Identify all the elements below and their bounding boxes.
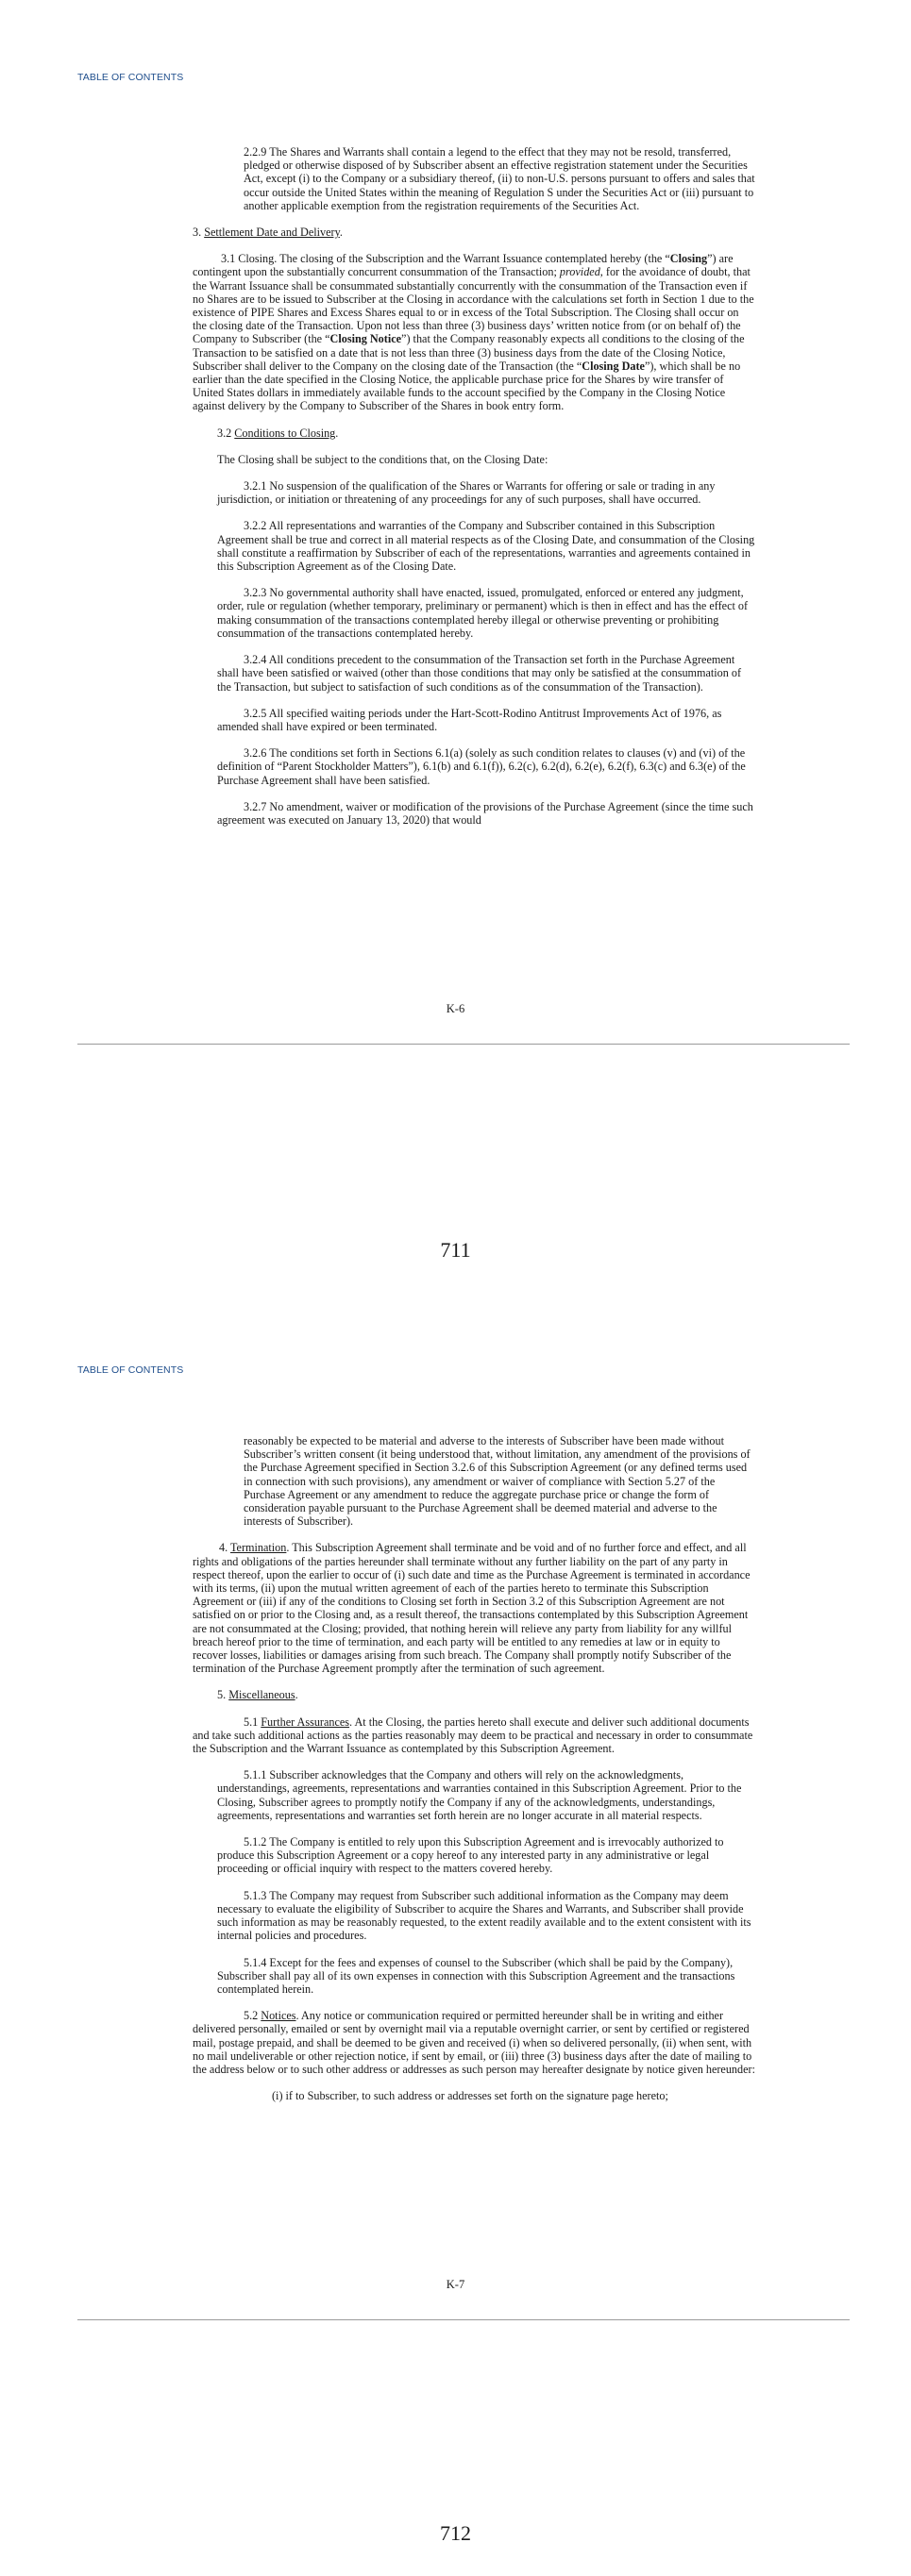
paragraph-5-1-2: 5.1.2 The Company is entitled to rely upon this Subscription Agreement and is irrevocably authorized to produce this Subscription Agreement or a copy hereof to any interested party in any administrative or legal proceeding or official inquiry with respect to the matters covered hereby. [217, 1835, 724, 1876]
paragraph-3-1: 3.1 Closing. The closing of the Subscription and the Warrant Issuance contemplated hereby (the “Closing”) are contingent upon the substantially concurrent consummation of the Transaction; provided, for the avoidance of doubt, that the Warrant Issuance shall be consummated substantially concurrently with the consummation of the Transaction even if no Shares are to be issued to Subscriber at the Closing in accordance with the calculations set forth in Section 1 due to the existence of PIPE Shares and Excess Shares equal to or in excess of the Total Subscription. The Closing shall occur on the closing date of the Transaction. Upon not less than three (3) business days’ written notice from (or on behalf of) the Company to Subscriber (the “Closing Notice”) that the Company reasonably expects all conditions to the closing of the Transaction to be satisfied on a date that is not less than three (3) business days from the date of the Closing Notice, Subscriber shall deliver to the Company on the closing date of the Transaction (the “Closing Date”), which shall be no earlier than the date specified in the Closing Notice, the applicable purchase price for the Shares by wire transfer of United States dollars in immediately available funds to the account specified by the Company in the Closing Notice against delivery by the Company to Subscriber of the Shares in book entry form. [193, 252, 754, 413]
table-of-contents-link[interactable]: TABLE OF CONTENTS [77, 1364, 184, 1376]
page-divider [77, 2319, 850, 2320]
section-5-1-title: Further Assurances [261, 1715, 350, 1729]
section-3-2-title: Conditions to Closing [234, 426, 336, 440]
paragraph-3-2-2: 3.2.2 All representations and warranties of the Company and Subscriber contained in this Subscription Agreement shall be true and correct in all material respects as of the Closing Date, and consummation of the Closing shall constitute a reaffirmation by Subscriber of each of the representations, warranties and agreements contained in this Subscription Agreement as of the Closing Date. [217, 519, 755, 574]
section-5-heading: 5. Miscellaneous. [217, 1688, 298, 1702]
paragraph-5-2: 5.2 Notices. Any notice or communication required or permitted hereunder shall be in writing and either delivered personally, emailed or sent by overnight mail via a reputable overnight carrier, or sent by certified or registered mail, postage prepaid, and shall be deemed to be given and received (i) when so delivered personally, (ii) when sent, with no mail undeliverable or other rejection notice, if sent by email, or (iii) three (3) business days after the date of mailing to the address below or to such other address or addresses as such person may hereafter designate by notice given hereunder: [193, 2009, 755, 2076]
paragraph-5-1-3: 5.1.3 The Company may request from Subscriber such additional information as the Company may deem necessary to evaluate the eligibility of Subscriber to acquire the Shares and Warrants, and Subscriber shall provide such information as may be reasonably requested, to the extent readily available and to the extent consistent with its internal policies and procedures. [217, 1888, 751, 1943]
section-5-title: Miscellaneous [228, 1688, 295, 1702]
paragraph-5-1-1: 5.1.1 Subscriber acknowledges that the Company and others will rely on the acknowledgments, understandings, agreements, representations and warranties contained in this Subscription Agreement. Prior to the Closing, Subscriber agrees to promptly notify the Company if any of the acknowledgments, understandings, agreements, representations and warranties set forth herein are no longer accurate in all material respects. [217, 1768, 742, 1822]
page-label: K-6 [446, 1002, 465, 1015]
paragraph-3-2-intro: The Closing shall be subject to the conditions that, on the Closing Date: [217, 452, 548, 466]
paragraph-3-2-1: 3.2.1 No suspension of the qualification of the Shares or Warrants for offering or sale or trading in any jurisdiction, or initiation or threatening of any proceedings for any of such purposes, shall have occurred. [217, 479, 716, 507]
paragraph-3-2-4: 3.2.4 All conditions precedent to the consummation of the Transaction set forth in the Purchase Agreement shall have been satisfied or waived (other than those conditions that may only be satisfied at the consummation of the Transaction, but subject to satisfaction of such conditions as of the consummation of the Transaction). [217, 653, 742, 694]
document-page-k6 [0, 0, 911, 1283]
table-of-contents-link[interactable]: TABLE OF CONTENTS [77, 72, 184, 83]
paragraph-5-1: 5.1 Further Assurances. At the Closing, the parties hereto shall execute and deliver such additional documents and take such additional actions as the parties reasonably may deem to be practical and necessary in order to consummate the Subscription and the Warrant Issuance as contemplated by this Subscription Agreement. [193, 1715, 753, 1756]
paragraph-5-1-4: 5.1.4 Except for the fees and expenses of counsel to the Subscriber (which shall be paid by the Company), Subscriber shall pay all of its own expenses in connection with this Subscription Agreement and the transactions contemplated herein. [217, 1955, 735, 1996]
section-3-heading: 3. Settlement Date and Delivery. [193, 226, 343, 240]
section-5-2-title: Notices [261, 2009, 296, 2023]
paragraph-2-2-9: 2.2.9 The Shares and Warrants shall contain a legend to the effect that they may not be resold, transferred, pledged or otherwise disposed of by Subscriber absent an effective registration statement under the Securities Act, except (i) to the Company or a subsidiary thereof, (ii) to non-U.S. persons pursuant to offers and sales that occur outside the United States within the meaning of Regulation S under the Securities Act or (iii) pursuant to another applicable exemption from the registration requirements of the Securities Act. [244, 145, 755, 212]
paragraph-3-2-7: 3.2.7 No amendment, waiver or modification of the provisions of the Purchase Agreement (since the time such agreement was executed on January 13, 2020) that would [217, 799, 753, 827]
paragraph-continued: reasonably be expected to be material and adverse to the interests of Subscriber have been made without Subscriber’s written consent (it being understood that, without limitation, any amendment of the provisions of the Purchase Agreement specified in Section 3.2.6 of this Subscription Agreement (or any defined terms used in connection with such provisions), any amendment or waiver of compliance with Section 5.27 of the Purchase Agreement or any amendment to reduce the aggregate purchase price or change the form of consideration payable pursuant to the Purchase Agreement shall be deemed material and adverse to the interests of Subscriber). [244, 1434, 751, 1529]
document-page-k7 [0, 1283, 911, 2576]
paragraph-notice-i: (i) if to Subscriber, to such address or addresses set forth on the signature page hereto; [272, 2089, 668, 2103]
page-body [0, 145, 911, 840]
section-4-termination: 4. Termination. This Subscription Agreement shall terminate and be void and of no further force and effect, and all rights and obligations of the parties hereunder shall terminate without any further liability on the part of any party in respect thereof, upon the earlier to occur of (i) such date and time as the Purchase Agreement is terminated in accordance with its terms, (ii) upon the mutual written agreement of each of the parties hereto to terminate this Subscription Agreement or (iii) if any of the conditions to Closing set forth in Section 3.2 of this Subscription Agreement are not satisfied on or prior to the Closing and, as a result thereof, the transactions contemplated by this Subscription Agreement are not consummated at the Closing; provided, that nothing herein will relieve any party from liability for any willful breach hereof prior to the time of termination, and each party will be entitled to any remedies at law or in equity to recover losses, liabilities or damages arising from such breach. The Company shall promptly notify Subscriber of the termination of the Purchase Agreement promptly after the termination of such agreement. [193, 1541, 751, 1676]
section-3-2-heading: 3.2 Conditions to Closing. [217, 426, 339, 440]
page-number: 712 [440, 2521, 471, 2545]
paragraph-3-2-3: 3.2.3 No governmental authority shall have enacted, issued, promulgated, enforced or entered any judgment, order, rule or regulation (whether temporary, preliminary or permanent) which is then in effect and has the effect of making consummation of the transactions contemplated hereby illegal or otherwise preventing or prohibiting consummation of the transactions contemplated hereby. [217, 586, 749, 640]
page-number: 711 [440, 1238, 471, 1262]
page-divider [77, 1044, 850, 1045]
page-body [0, 1434, 911, 2116]
paragraph-3-2-5: 3.2.5 All specified waiting periods under the Hart-Scott-Rodino Antitrust Improvements Act of 1976, as amended shall have expired or been terminated. [217, 706, 722, 733]
paragraph-3-2-6: 3.2.6 The conditions set forth in Sections 6.1(a) (solely as such condition relates to clauses (v) and (vi) of the definition of “Parent Stockholder Matters”), 6.1(b) and 6.1(f)), 6.2(c), 6.2(d), 6.2(e), 6.2(f), 6.3(c) and 6.3(e) of the Purchase Agreement shall have been satisfied. [217, 746, 746, 787]
section-3-title: Settlement Date and Delivery [204, 226, 340, 240]
page-label: K-7 [446, 2278, 465, 2291]
section-4-title: Termination [229, 1541, 287, 1555]
